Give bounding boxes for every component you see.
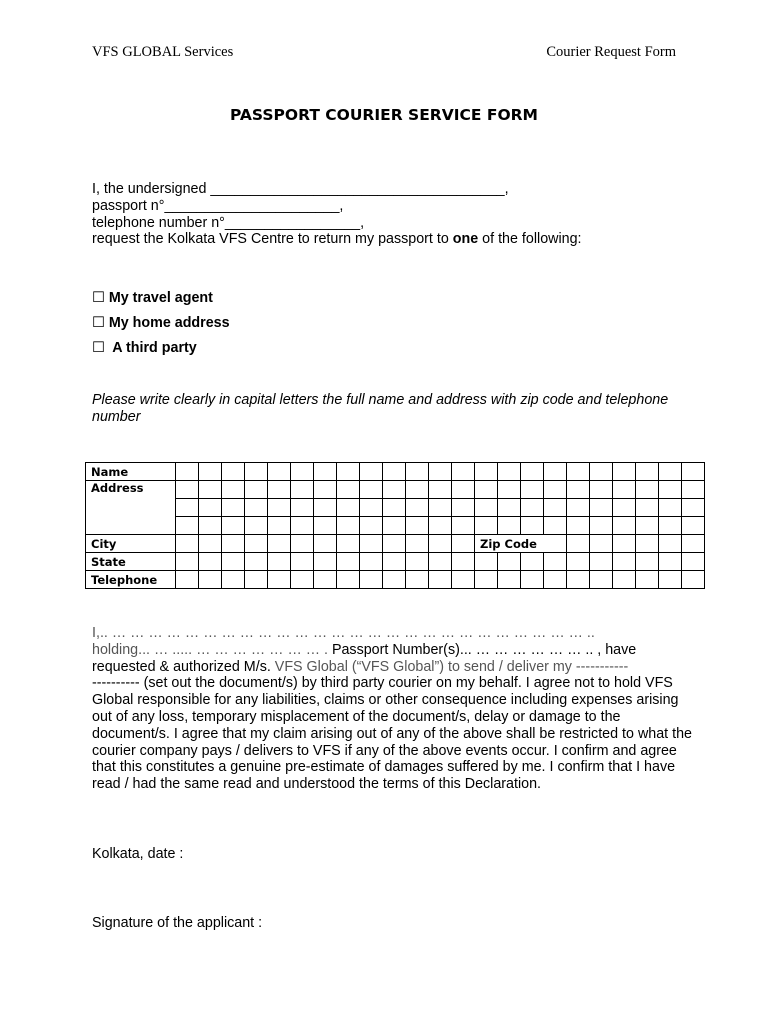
letter-box[interactable] (452, 553, 475, 571)
letter-box[interactable] (475, 553, 498, 571)
letter-box[interactable] (659, 499, 682, 517)
letter-box[interactable] (475, 481, 498, 499)
letter-box[interactable] (544, 517, 567, 535)
letter-box[interactable] (337, 553, 360, 571)
option-home-address[interactable] (92, 315, 230, 331)
label-city: City (86, 535, 176, 553)
letter-box[interactable] (406, 571, 429, 589)
letter-box[interactable] (291, 499, 314, 517)
label-zip: Zip Code (475, 535, 567, 553)
letter-box[interactable] (613, 463, 636, 481)
place-date: Kolkata, date : (92, 846, 184, 862)
label-name: Name (86, 463, 176, 481)
letter-box[interactable] (590, 535, 613, 553)
letter-box[interactable] (199, 463, 222, 481)
letter-box[interactable] (659, 463, 682, 481)
letter-box[interactable] (498, 571, 521, 589)
letter-box[interactable] (383, 535, 406, 553)
letter-box[interactable] (245, 535, 268, 553)
letter-box[interactable] (360, 553, 383, 571)
letter-box[interactable] (682, 553, 705, 571)
letter-box[interactable] (475, 463, 498, 481)
letter-box[interactable] (682, 535, 705, 553)
letter-box[interactable] (406, 463, 429, 481)
intro-passport-line: passport n°______________________, (92, 197, 344, 214)
letter-box[interactable] (176, 463, 199, 481)
letter-box[interactable] (314, 571, 337, 589)
letter-box[interactable] (590, 517, 613, 535)
letter-box[interactable] (268, 481, 291, 499)
letter-box[interactable] (590, 481, 613, 499)
letter-box[interactable] (567, 571, 590, 589)
letter-box[interactable] (222, 517, 245, 535)
option-third-party[interactable] (92, 340, 197, 356)
letter-box[interactable] (406, 535, 429, 553)
declaration-passport-number: Passport Number(s)... … … … … … … .. , have (331, 641, 637, 658)
letter-box[interactable] (176, 535, 199, 553)
letter-box[interactable] (498, 463, 521, 481)
letter-box[interactable] (268, 553, 291, 571)
letter-box[interactable] (659, 553, 682, 571)
letter-box[interactable] (682, 571, 705, 589)
option-label: A third party (108, 340, 197, 356)
letter-box[interactable] (567, 535, 590, 553)
checkbox-icon[interactable]: ☐ (92, 340, 105, 356)
letter-box[interactable] (360, 499, 383, 517)
letter-box[interactable] (291, 517, 314, 535)
declaration-holding: holding... … ..... … … … … … … … . (92, 641, 332, 658)
letter-box[interactable] (222, 481, 245, 499)
letter-box[interactable] (636, 535, 659, 553)
letter-box[interactable] (268, 535, 291, 553)
label-telephone: Telephone (86, 571, 176, 589)
letter-box[interactable] (314, 481, 337, 499)
letter-box[interactable] (222, 463, 245, 481)
letter-box[interactable] (590, 463, 613, 481)
page-title: PASSPORT COURIER SERVICE FORM (229, 106, 538, 124)
letter-box[interactable] (521, 517, 544, 535)
letter-box[interactable] (314, 463, 337, 481)
letter-box[interactable] (429, 499, 452, 517)
letter-box[interactable] (590, 499, 613, 517)
intro-request-pre: request the Kolkata VFS Centre to return my passport to (92, 231, 453, 248)
checkbox-icon[interactable]: ☐ (92, 290, 105, 306)
letter-box[interactable] (613, 481, 636, 499)
checkbox-icon[interactable]: ☐ (92, 315, 105, 331)
declaration-authorized: requested & authorized M/s. (92, 658, 275, 675)
letter-box[interactable] (245, 553, 268, 571)
letter-box[interactable] (636, 463, 659, 481)
letter-box[interactable] (613, 553, 636, 571)
letter-box[interactable] (636, 481, 659, 499)
letter-box[interactable] (590, 571, 613, 589)
letter-box[interactable] (291, 481, 314, 499)
letter-box[interactable] (199, 535, 222, 553)
grid-row (86, 481, 705, 499)
letter-box[interactable] (337, 517, 360, 535)
letter-box[interactable] (452, 499, 475, 517)
option-label: My home address (108, 315, 230, 331)
declaration-body: ---------- (set out the document/s) by third party courier on my behalf. I agree not to hold VFS Global responsible for any liabilities, claims or other consequence including expenses arising out of any loss, temporary misplacement of the document/s, delay or damage to the document/s. I agree that my claim arising out of any of the above shall be restricted to what the courier company pays / delivers to VFS if any of the above events occur. I confirm and agree that this constitutes a genuine pre-estimate of damages suffered by me. I confirm that I have read / had the same read and understood the terms of this Declaration. (92, 675, 692, 793)
letter-box[interactable] (176, 571, 199, 589)
signature-line: Signature of the applicant : (92, 915, 263, 931)
letter-box[interactable] (199, 553, 222, 571)
letter-box[interactable] (291, 463, 314, 481)
declaration-line-3 (92, 659, 692, 676)
letter-box[interactable] (636, 517, 659, 535)
letter-box[interactable] (199, 481, 222, 499)
letter-box[interactable] (199, 571, 222, 589)
grid-row (86, 463, 705, 481)
letter-box[interactable] (291, 553, 314, 571)
letter-box[interactable] (222, 499, 245, 517)
letter-box[interactable] (498, 481, 521, 499)
letter-box[interactable] (291, 571, 314, 589)
intro-undersigned-line: I, the undersigned _____________________________________, (92, 181, 509, 197)
letter-box[interactable] (245, 571, 268, 589)
letter-box[interactable] (406, 499, 429, 517)
letter-box[interactable] (383, 553, 406, 571)
letter-box[interactable] (268, 571, 291, 589)
letter-box[interactable] (314, 553, 337, 571)
letter-box[interactable] (176, 553, 199, 571)
letter-box[interactable] (659, 517, 682, 535)
letter-box[interactable] (475, 517, 498, 535)
letter-box[interactable] (613, 517, 636, 535)
label-address: Address (86, 481, 176, 535)
letter-box[interactable] (544, 571, 567, 589)
letter-box[interactable] (452, 517, 475, 535)
letter-box[interactable] (199, 517, 222, 535)
letter-box[interactable] (544, 499, 567, 517)
label-state: State (86, 553, 176, 571)
letter-box[interactable] (682, 517, 705, 535)
letter-box[interactable] (452, 463, 475, 481)
intro-request-line (92, 231, 692, 248)
letter-box[interactable] (452, 535, 475, 553)
letter-box[interactable] (406, 553, 429, 571)
letter-box[interactable] (613, 499, 636, 517)
letter-box[interactable] (291, 535, 314, 553)
letter-box[interactable] (567, 517, 590, 535)
letter-box[interactable] (429, 517, 452, 535)
letter-box[interactable] (360, 535, 383, 553)
letter-box[interactable] (613, 535, 636, 553)
letter-box[interactable] (245, 481, 268, 499)
option-label: My travel agent (108, 290, 213, 306)
letter-box[interactable] (199, 499, 222, 517)
letter-box[interactable] (360, 463, 383, 481)
letter-box[interactable] (314, 517, 337, 535)
letter-box[interactable] (659, 571, 682, 589)
letter-box[interactable] (659, 535, 682, 553)
letter-box[interactable] (613, 571, 636, 589)
letter-box[interactable] (406, 481, 429, 499)
letter-box[interactable] (406, 517, 429, 535)
letter-box[interactable] (498, 517, 521, 535)
letter-box[interactable] (567, 499, 590, 517)
letter-box[interactable] (337, 535, 360, 553)
letter-box[interactable] (636, 499, 659, 517)
letter-box[interactable] (176, 517, 199, 535)
letter-box[interactable] (544, 463, 567, 481)
letter-box[interactable] (475, 571, 498, 589)
letter-box[interactable] (429, 463, 452, 481)
option-travel-agent[interactable] (92, 290, 213, 306)
intro-section (92, 181, 692, 248)
intro-telephone-line: telephone number n°_________________, (92, 214, 365, 231)
letter-box[interactable] (590, 553, 613, 571)
letter-box[interactable] (222, 553, 245, 571)
letter-box[interactable] (636, 553, 659, 571)
letter-box[interactable] (567, 481, 590, 499)
intro-request-bold: one (452, 231, 479, 248)
letter-box[interactable] (429, 553, 452, 571)
header-left: VFS GLOBAL Services (92, 44, 234, 60)
letter-box[interactable] (383, 463, 406, 481)
letter-box[interactable] (521, 553, 544, 571)
letter-box[interactable] (682, 463, 705, 481)
letter-box[interactable] (383, 517, 406, 535)
letter-box[interactable] (383, 481, 406, 499)
letter-box[interactable] (429, 535, 452, 553)
letter-box[interactable] (337, 463, 360, 481)
grid-row (86, 499, 705, 517)
letter-box[interactable] (521, 463, 544, 481)
letter-box[interactable] (636, 571, 659, 589)
declaration-line-1: I,.. … … … … … … … … … … … … … … … … … … … … … … … … … … .. (92, 625, 595, 641)
letter-box[interactable] (337, 481, 360, 499)
grid-row (86, 517, 705, 535)
declaration-line-2 (92, 642, 692, 659)
declaration-section (92, 625, 692, 793)
letter-box[interactable] (429, 571, 452, 589)
letter-box[interactable] (567, 463, 590, 481)
letter-box[interactable] (383, 571, 406, 589)
letter-box[interactable] (314, 535, 337, 553)
letter-box[interactable] (245, 463, 268, 481)
grid-row (86, 571, 705, 589)
letter-box[interactable] (176, 481, 199, 499)
grid-row (86, 535, 705, 553)
letter-box[interactable] (498, 499, 521, 517)
letter-box[interactable] (475, 499, 498, 517)
letter-box[interactable] (268, 517, 291, 535)
letter-box[interactable] (245, 499, 268, 517)
letter-box[interactable] (360, 517, 383, 535)
declaration-vfs: VFS Global (“VFS Global”) to send / deliver my ----------- (274, 658, 629, 675)
letter-box[interactable] (452, 481, 475, 499)
letter-box[interactable] (659, 481, 682, 499)
intro-request-post: of the following: (478, 231, 582, 248)
letter-box[interactable] (222, 571, 245, 589)
instruction-text: Please write clearly in capital letters the full name and address with zip code and telephone number (92, 392, 669, 425)
letter-box[interactable] (521, 481, 544, 499)
letter-box[interactable] (337, 499, 360, 517)
letter-box[interactable] (360, 481, 383, 499)
letter-box[interactable] (314, 499, 337, 517)
letter-box[interactable] (222, 535, 245, 553)
letter-box[interactable] (567, 553, 590, 571)
letter-box[interactable] (544, 481, 567, 499)
letter-box[interactable] (176, 499, 199, 517)
letter-box[interactable] (429, 481, 452, 499)
letter-box[interactable] (383, 499, 406, 517)
address-grid (85, 462, 705, 589)
letter-box[interactable] (268, 463, 291, 481)
header-right: Courier Request Form (546, 44, 676, 60)
letter-box[interactable] (452, 571, 475, 589)
letter-box[interactable] (337, 571, 360, 589)
letter-box[interactable] (682, 499, 705, 517)
letter-box[interactable] (498, 553, 521, 571)
letter-box[interactable] (521, 499, 544, 517)
grid-row (86, 553, 705, 571)
letter-box[interactable] (245, 517, 268, 535)
letter-box[interactable] (268, 499, 291, 517)
letter-box[interactable] (544, 553, 567, 571)
letter-box[interactable] (521, 571, 544, 589)
letter-box[interactable] (682, 481, 705, 499)
letter-box[interactable] (360, 571, 383, 589)
